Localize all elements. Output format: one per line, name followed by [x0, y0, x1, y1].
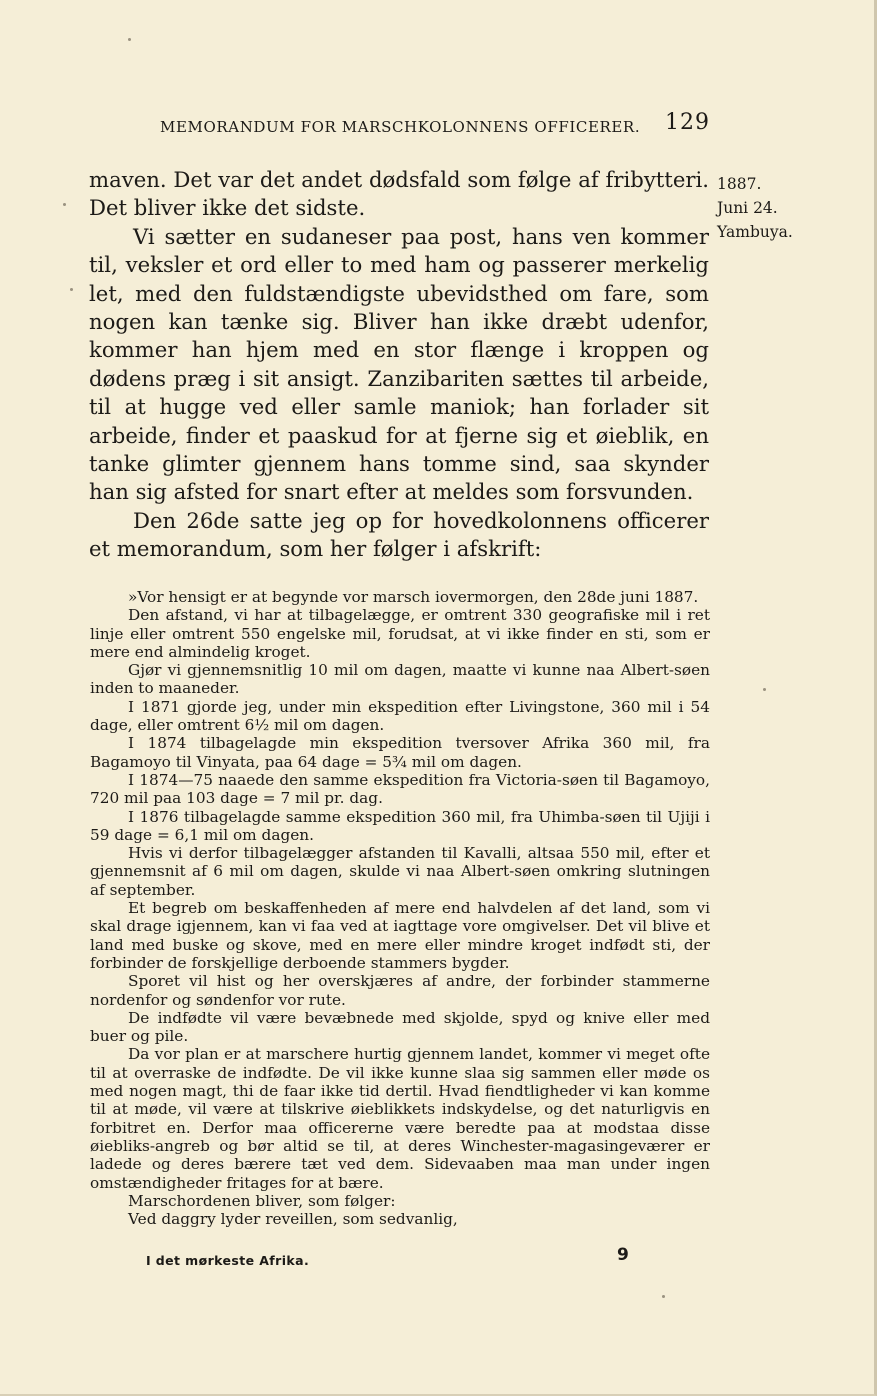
quote-paragraph: I 1871 gjorde jeg, under min ekspedition efter Livingstone, 360 mil i 54 dage, eller omtrent 6½ mil om dagen. [90, 697, 710, 735]
quote-paragraph: Et begreb om beskaffenheden af mere end halvdelen af det land, som vi skal drage igjennem, kan vi faa ved at iagttage vore omgivelser. Det vil blive et land med buske og skove, med en mere eller mindre kroget indfødt sti, der forbinder de forskjellige derboende stammers bygder. [90, 899, 710, 972]
margin-note [717, 172, 837, 244]
quote-paragraph: I 1874 tilbagelagde min ekspedition tversover Afrika 360 mil, fra Bagamoyo til Vinyata, paa 64 dage = 5¾ mil om dagen. [90, 734, 710, 771]
margin-place: Yambuya. [717, 223, 793, 241]
main-text [89, 166, 709, 564]
body-paragraph: maven. Det var det andet dødsfald som følge af fribytteri. Det bliver ikke det sidste. [89, 167, 709, 221]
paper-speck [763, 688, 766, 691]
quote-paragraph: I 1876 tilbagelagde samme ekspedition 360 mil, fra Uhimba-søen til Ujiji i 59 dage = 6,1 mil om dagen. [90, 807, 710, 844]
footer-signature-mark: 9 [617, 1245, 629, 1265]
header-title: MEMORANDUM FOR MARSCHKOLONNENS OFFICERER. [160, 118, 641, 136]
running-header [160, 110, 710, 136]
quote-paragraph: Gjør vi gjennemsnitlig 10 mil om dagen, maatte vi kunne naa Albert-søen inden to maaneder. [90, 661, 710, 698]
page-number: 129 [665, 110, 710, 135]
quote-paragraph: Hvis vi derfor tilbagelægger afstanden til Kavalli, altsaa 550 mil, efter et gjennemsnit af 6 mil om dagen, skulde vi naa Albert-søen omkring slutningen af september. [90, 844, 710, 899]
margin-date: Juni 24. [717, 199, 778, 217]
body-paragraph: Vi sætter en sudaneser paa post, hans ven kommer til, veksler et ord eller to med ham og passerer merkelig let, med den fuldstændigste ubevidsthed om fare, som nogen kan tænke sig. Bliver han ikke dræbt udenfor, kommer han hjem med en stor flænge i kroppen og dødens præg i sit ansigt. Zanzibariten sættes til arbeide, til at hugge ved eller samle maniok; han forlader sit arbeide, finder et paaskud for at fjerne sig et øieblik, en tanke glimter gjennem hans tomme sind, saa skynder han sig afsted for snart efter at meldes som forsvunden. [89, 223, 709, 505]
paper-speck [128, 38, 131, 41]
quote-paragraph: Sporet vil hist og her overskjæres af andre, der forbinder stammerne nordenfor og søndenfor vor rute. [90, 972, 710, 1009]
quote-paragraph: I 1874—75 naaede den samme ekspedition fra Victoria-søen til Bagamoyo, 720 mil paa 103 dage = 7 mil pr. dag. [90, 770, 710, 808]
body-paragraph: Den 26de satte jeg op for hovedkolonnens officerer et memorandum, som her følger i afskrift: [89, 507, 709, 562]
quote-paragraph: De indfødte vil være bevæbnede med skjolde, spyd og knive eller med buer og pile. [90, 1008, 710, 1046]
paper-speck [63, 203, 66, 206]
paper-speck [662, 1295, 665, 1298]
margin-year: 1887. [717, 175, 762, 193]
quote-paragraph: Da vor plan er at marschere hurtig gjennem landet, kommer vi meget ofte til at overraske de indfødte. De vil ikke kunne slaa sig sammen eller møde os med nogen magt, thi de faar ikke tid dertil. Hvad fiendtligheder vi kan komme til at møde, vil være at tilskrive øieblikkets indskydelse, og det naturligvis en forbitret en. Derfor maa officererne være beredte paa at modstaa disse øiebliks-angreb og bør altid se til, at deres Winchester-magasingeværer er ladede og deres bærere tæt ved dem. Sidevaaben maa man under ingen omstændigheder fritages for at bære. [90, 1045, 710, 1192]
quote-paragraph: »Vor hensigt er at begynde vor marsch iovermorgen, den 28de juni 1887. [128, 588, 699, 606]
paper-speck [70, 288, 73, 291]
quote-paragraph: Marschordenen bliver, som følger: [128, 1191, 396, 1210]
footer-book-title: I det mørkeste Afrika. [146, 1253, 310, 1268]
quote-paragraph: Den afstand, vi har at tilbagelægge, er omtrent 330 geografiske mil i ret linje eller omtrent 550 engelske mil, forudsat, at vi ikke finder en sti, som er mere end almindelig kroget. [90, 606, 710, 661]
memorandum-quote [90, 588, 710, 1228]
quote-paragraph: Ved daggry lyder reveillen, som sedvanlig, [128, 1210, 458, 1229]
